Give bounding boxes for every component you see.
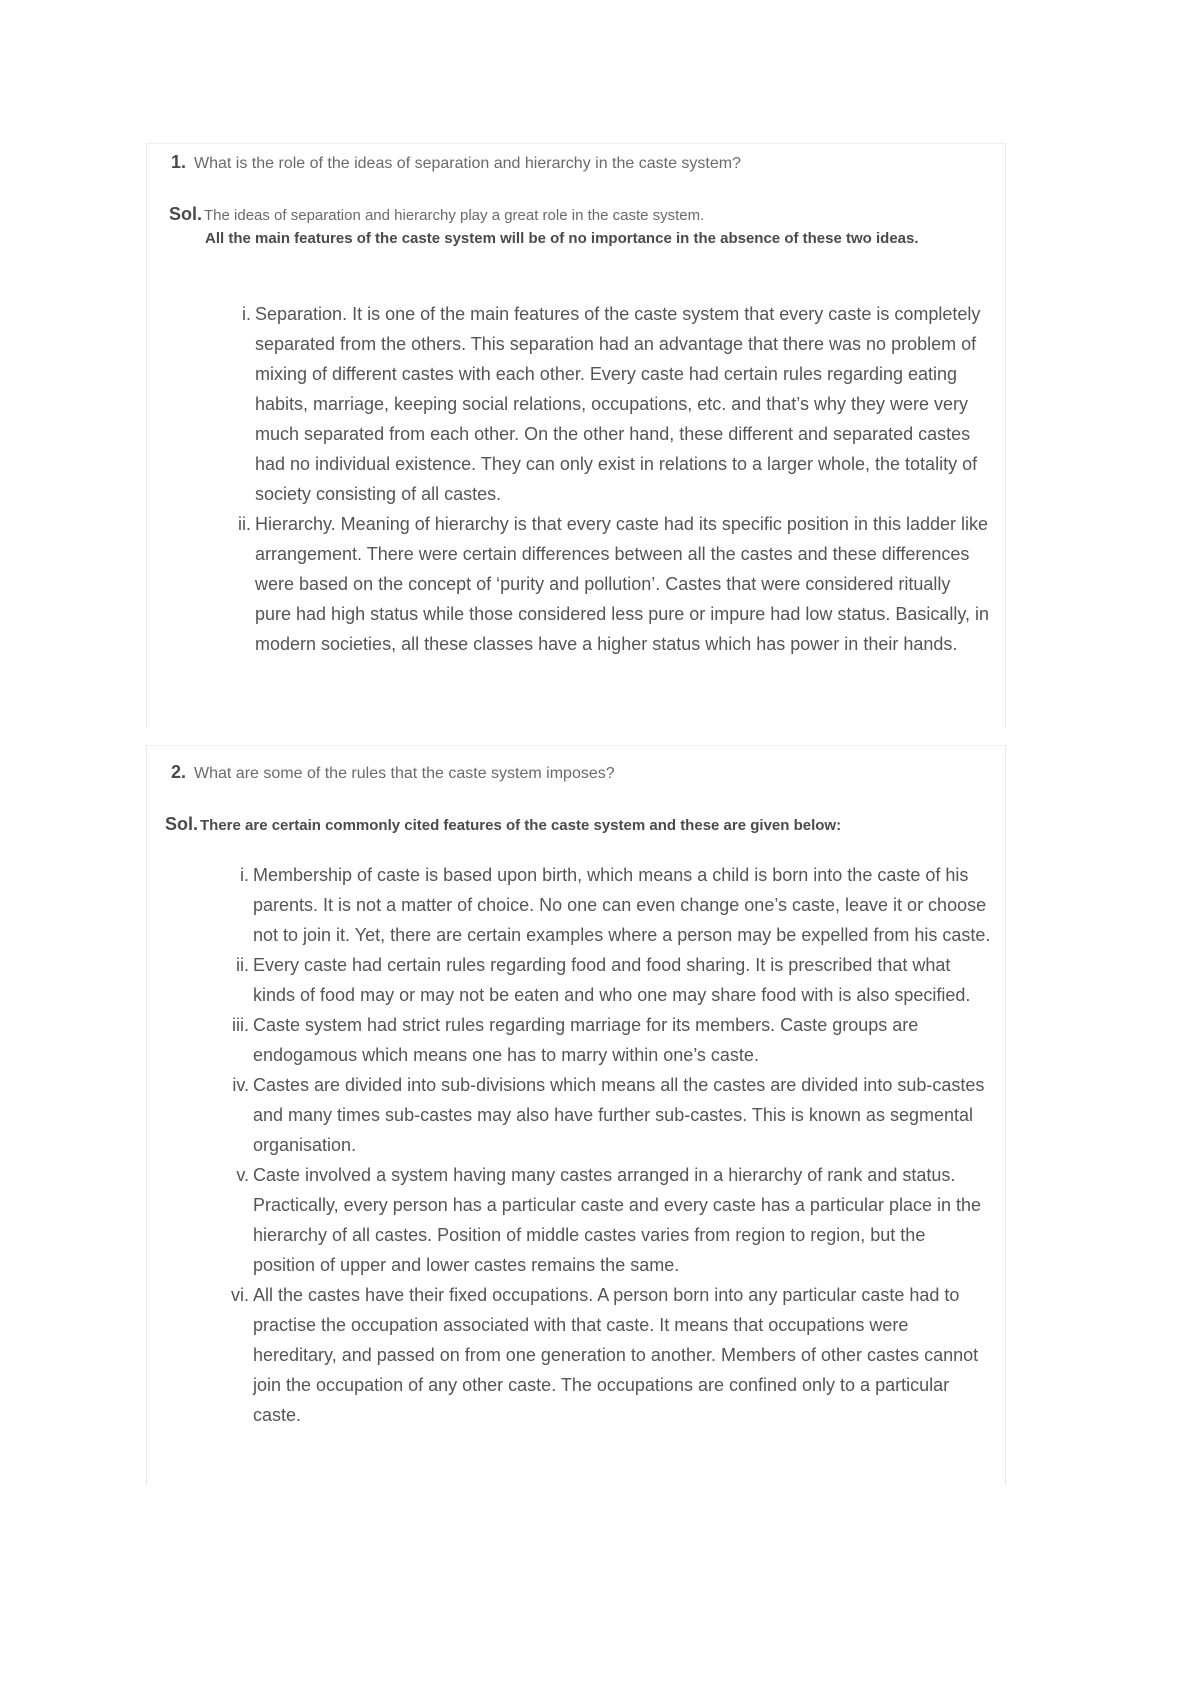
list-item-text: Caste involved a system having many castes arranged in a hierarchy of rank and status. Practically, every person has a particular caste and every caste has a particular place in the hierarchy of all castes. Position of middle castes varies from region to region, but the position of upper and lower castes remains the same.	[253, 1165, 982, 1275]
question-text: What are some of the rules that the caste system imposes?	[194, 765, 615, 782]
solution-points-1	[238, 299, 991, 659]
list-item-text: Hierarchy. Meaning of hierarchy is that every caste had its specific position in this ladder like arrangement. There were certain differences between all the castes and these differences were based on the concept of ‘purity and pollution’. Castes that were considered ritually pure had high status while those considered less pure or impure had low status. Basically, in modern societies, all these classes have a higher status which has power in their hands.	[255, 514, 990, 654]
solution-label: Sol.	[169, 204, 203, 224]
question-block-2	[146, 745, 1006, 1485]
question-text: What is the role of the ideas of separation and hierarchy in the caste system?	[194, 155, 741, 172]
list-marker: i.	[242, 304, 251, 324]
list-item-text: Every caste had certain rules regarding food and food sharing. It is prescribed that what kinds of food may or may not be eaten and who one may share food with is also specified.	[253, 955, 971, 1005]
list-item-text: All the castes have their fixed occupations. A person born into any particular caste had to practise the occupation associated with that caste. It means that occupations were hereditary, and passed on from one generation to another. Members of other castes cannot join the occupation of any other caste. The occupations are confined only to a particular caste.	[253, 1285, 979, 1425]
solution-bold-statement-1: All the main features of the caste system will be of no importance in the absence of these two ideas.	[205, 230, 919, 247]
list-item	[238, 509, 991, 659]
question-number: 2.	[171, 762, 187, 782]
list-item	[232, 1010, 991, 1070]
list-item	[242, 299, 991, 509]
list-item-text: Separation. It is one of the main features of the caste system that every caste is completely separated from the others. This separation had an advantage that there was no problem of mixing of different castes with each other. Every caste had certain rules regarding eating habits, marriage, keeping social relations, occupations, etc. and that’s why they were very much separated from each other. On the other hand, these different and separated castes had no individual existence. They can only exist in relations to a larger whole, the totality of society consisting of all castes.	[255, 304, 981, 504]
list-item	[236, 950, 991, 1010]
solution-intro-text: The ideas of separation and hierarchy play a great role in the caste system.	[204, 207, 705, 224]
list-marker: vi.	[231, 1285, 249, 1305]
question-block-1	[146, 143, 1006, 728]
list-marker: ii.	[238, 514, 251, 534]
list-marker: iv.	[232, 1075, 249, 1095]
solution-intro-1	[169, 204, 991, 225]
solution-points-2	[231, 860, 991, 1430]
question-number: 1.	[171, 152, 187, 172]
question-2	[171, 762, 995, 784]
list-item	[240, 860, 991, 950]
list-item-text: Caste system had strict rules regarding marriage for its members. Caste groups are endogamous which means one has to marry within one’s caste.	[253, 1015, 919, 1065]
list-marker: i.	[240, 865, 249, 885]
solution-intro-2	[165, 814, 991, 835]
list-item-text: Membership of caste is based upon birth, which means a child is born into the caste of his parents. It is not a matter of choice. No one can even change one’s caste, leave it or choose not to join it. Yet, there are certain examples where a person may be expelled from his caste.	[253, 865, 991, 945]
list-item	[232, 1070, 991, 1160]
list-marker: iii.	[232, 1015, 249, 1035]
solution-label: Sol.	[165, 814, 199, 834]
solution-bold-statement-2: There are certain commonly cited features of the caste system and these are given below:	[200, 817, 842, 834]
list-marker: ii.	[236, 955, 249, 975]
list-item	[231, 1280, 991, 1430]
question-1	[171, 152, 995, 174]
list-item-text: Castes are divided into sub-divisions which means all the castes are divided into sub-castes and many times sub-castes may also have further sub-castes. This is known as segmental organisation.	[253, 1075, 985, 1155]
list-item	[236, 1160, 991, 1280]
list-marker: v.	[236, 1165, 249, 1185]
